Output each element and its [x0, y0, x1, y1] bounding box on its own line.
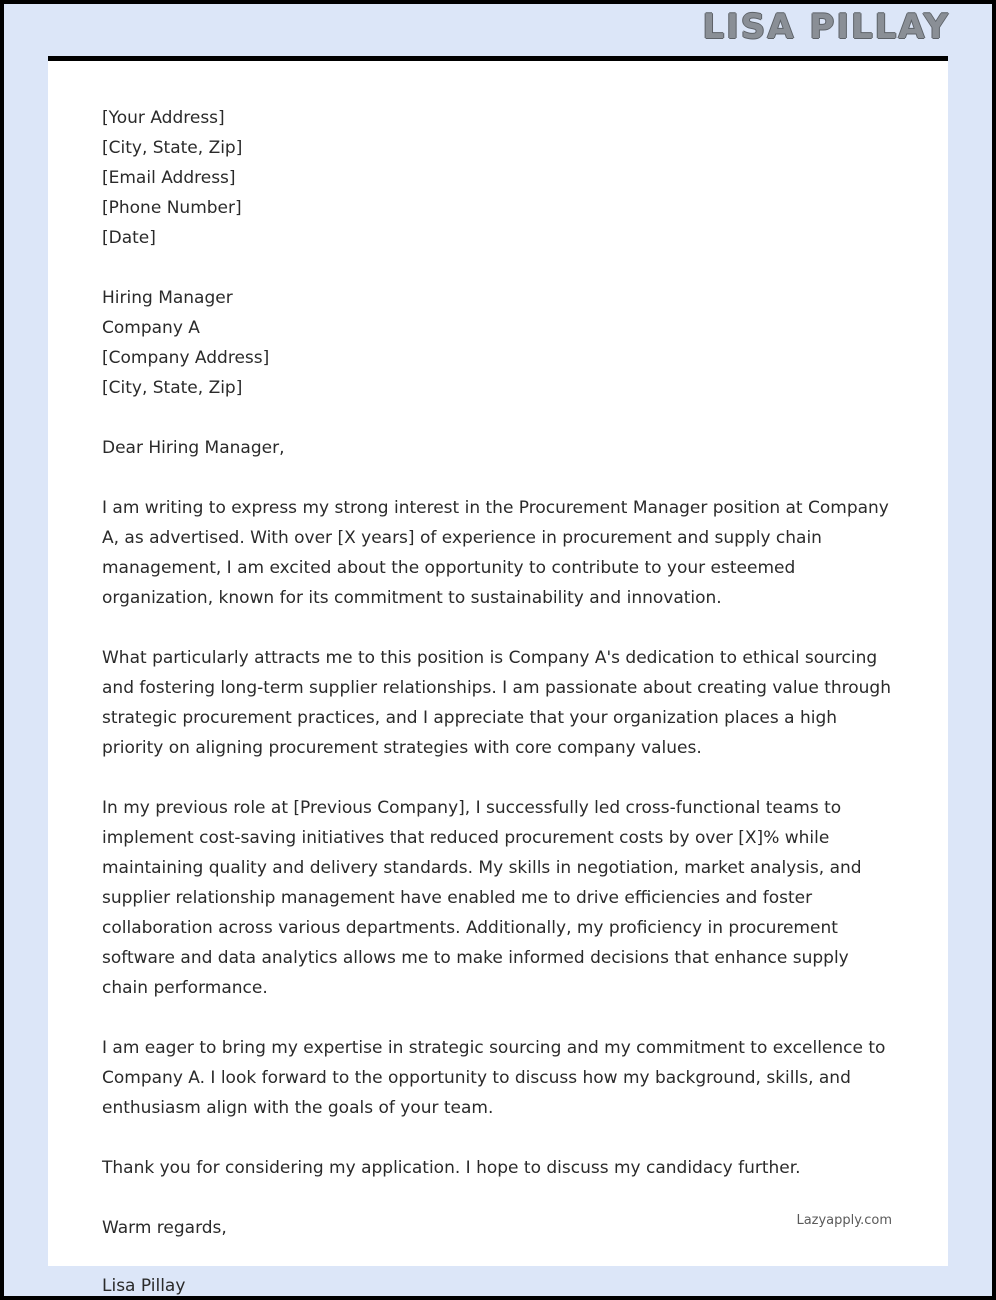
recipient-address-block: [102, 283, 896, 403]
sender-address-line: [City, State, Zip]: [102, 138, 243, 158]
letter-paragraph: In my previous role at [Previous Company], I successfully led cross-functional teams to implement cost-saving initiatives that reduced procurement costs by over [X]% while maintaining quality and delivery standards. My skills in negotiation, market analysis, and supplier relationship management have enabled me to drive efficiencies and foster collaboration across various departments. Additionally, my proficiency in procurement software and data analytics allows me to make informed decisions that enhance supply chain performance.: [102, 798, 862, 998]
sender-address-line: [Date]: [102, 228, 156, 248]
salutation: Dear Hiring Manager,: [102, 438, 285, 458]
sender-address-line: [Email Address]: [102, 168, 236, 188]
letter-paragraph: I am writing to express my strong interest in the Procurement Manager position at Company A, as advertised. With over [X years] of experience in procurement and supply chain management, I am excited about the opportunity to contribute to your esteemed organization, known for its commitment to sustainability and innovation.: [102, 498, 889, 608]
signature-name: Lisa Pillay: [102, 1276, 186, 1296]
recipient-address-line: [City, State, Zip]: [102, 378, 243, 398]
sender-address-line: [Your Address]: [102, 108, 225, 128]
document-header: [4, 4, 992, 50]
sender-address-block: [102, 103, 896, 253]
watermark-label: Lazyapply.com: [796, 1213, 892, 1228]
letter-paragraph: What particularly attracts me to this position is Company A's dedication to ethical sourcing and fostering long-term supplier relationships. I am passionate about creating value through strategic procurement practices, and I appreciate that your organization places a high priority on aligning procurement strategies with core company values.: [102, 648, 891, 758]
letter-paragraph: Thank you for considering my application. I hope to discuss my candidacy further.: [102, 1158, 801, 1178]
letter-sheet: [48, 56, 948, 1266]
recipient-address-line: [Company Address]: [102, 348, 270, 368]
letter-body: [48, 61, 948, 1253]
letter-paragraph: I am eager to bring my expertise in strategic sourcing and my commitment to excellence to Company A. I look forward to the opportunity to discuss how my background, skills, and enthusiasm align with the goals of your team.: [102, 1038, 886, 1118]
recipient-address-line: Hiring Manager: [102, 288, 233, 308]
closing-line: Warm regards,: [102, 1218, 227, 1238]
sender-address-line: [Phone Number]: [102, 198, 242, 218]
page-title: LISA PILLAY: [702, 7, 950, 47]
recipient-address-line: Company A: [102, 318, 200, 338]
